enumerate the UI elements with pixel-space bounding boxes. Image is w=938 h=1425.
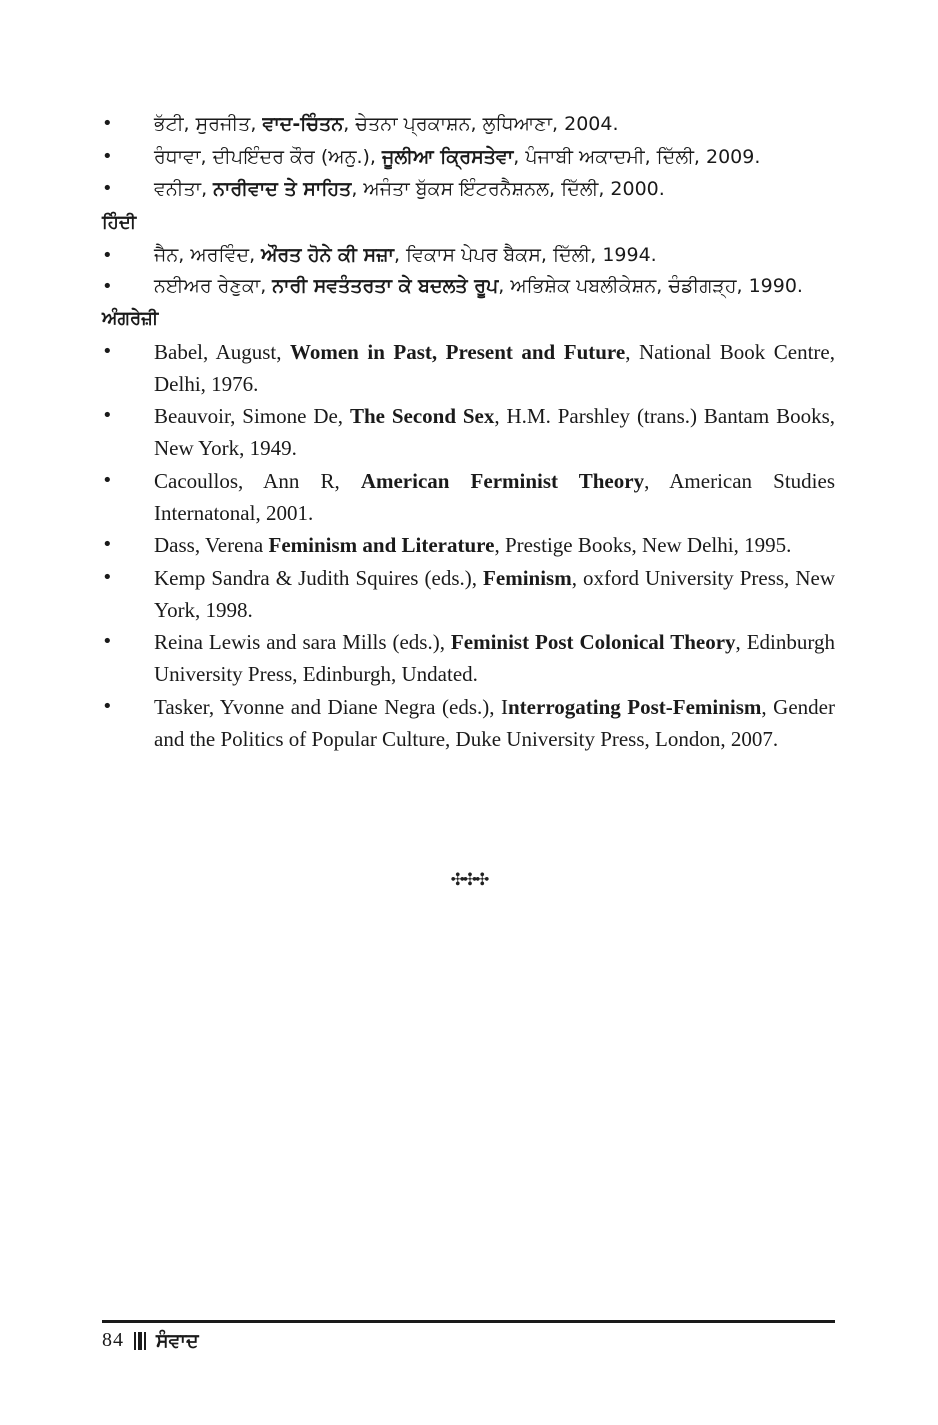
reference-publisher: , National Book Centre, Delhi, 1976.	[154, 339, 835, 396]
reference-publisher: , ਅਜੰਤਾ ਬੁੱਕਸ ਇੰਟਰਨੈਸ਼ਨਲ, ਦਿੱਲੀ, 2000.	[351, 178, 665, 200]
reference-title: American Ferminist Theory	[360, 468, 645, 493]
reference-item	[102, 173, 835, 206]
reference-title: Women in Past, Present and Future	[290, 339, 626, 364]
reference-author: ਨਈਅਰ ਰੇਣੁਕਾ,	[154, 274, 273, 297]
bullet: •	[102, 178, 113, 199]
bars-icon	[134, 1332, 146, 1350]
reference-item	[102, 108, 835, 141]
reference-author: ਜੈਨ, ਅਰਵਿੰਦ,	[154, 243, 262, 266]
reference-item	[102, 336, 835, 400]
reference-author: Kemp Sandra & Judith Squires (eds.),	[154, 565, 484, 590]
reference-author: Babel, August,	[154, 339, 291, 364]
journal-title: ਸੰਵਾਦ	[156, 1329, 199, 1352]
bullet: •	[102, 534, 113, 555]
bullet: •	[102, 695, 113, 717]
reference-item	[102, 240, 835, 271]
bullet: •	[102, 405, 113, 426]
reference-author: Cacoullos, Ann R,	[154, 468, 361, 493]
bullet: •	[102, 244, 113, 266]
reference-title: ਨਾਰੀ ਸਵਤੰਤਰਤਾ ਕੇ ਬਦਲਤੇ ਰੂਪ	[272, 274, 499, 297]
bullet: •	[102, 469, 113, 491]
reference-title: nterrogating Post-Feminism	[508, 694, 762, 719]
reference-item	[102, 626, 835, 690]
reference-publisher: , ਚੇਤਨਾ ਪ੍ਰਕਾਸ਼ਨ, ਲੁਧਿਆਣਾ, 2004.	[343, 113, 619, 135]
reference-author: Tasker, Yvonne and Diane Negra (eds.), I	[154, 694, 508, 719]
reference-author: ਵਨੀਤਾ,	[154, 178, 214, 200]
reference-publisher: , Gender and the Politics of Popular Culture, Duke University Press, London, 2007.	[154, 694, 835, 751]
page-number: 84	[102, 1329, 124, 1351]
reference-author: Reina Lewis and sara Mills (eds.),	[154, 630, 451, 654]
reference-publisher: , H.M. Parshley (trans.) Bantam Books, New York, 1949.	[154, 404, 836, 460]
reference-publisher: , Prestige Books, New Delhi, 1995.	[494, 533, 792, 557]
hindi-reference-list	[102, 240, 835, 302]
reference-author: ਰੰਧਾਵਾ, ਦੀਪਇੰਦਰ ਕੌਰ (ਅਨੁ.),	[154, 145, 382, 168]
reference-item	[102, 465, 835, 529]
reference-item	[102, 562, 835, 626]
reference-author: ਭੱਟੀ, ਸੁਰਜੀਤ,	[154, 113, 263, 135]
reference-title: Feminist Post Colonical Theory	[450, 630, 736, 654]
reference-title: ਜੂਲੀਆ ਕ੍ਰਿਸਤੇਵਾ	[382, 145, 514, 168]
reference-title: ਵਾਦ-ਚਿੰਤਨ	[262, 113, 344, 135]
reference-publisher: , ਵਿਕਾਸ ਪੇਪਰ ਬੈਕਸ, ਦਿੱਲੀ, 1994.	[393, 243, 657, 266]
bibliography-page	[102, 108, 835, 755]
reference-publisher: , ਪੰਜਾਬੀ ਅਕਾਦਮੀ, ਦਿੱਲੀ, 2009.	[513, 145, 761, 168]
bullet: •	[102, 631, 113, 652]
section-end-ornament: ✣✣✣	[450, 870, 488, 890]
reference-publisher: , oxford University Press, New York, 1998.	[154, 565, 835, 622]
bullet: •	[102, 145, 113, 167]
reference-item	[102, 400, 835, 464]
bullet: •	[102, 113, 113, 134]
reference-title: Feminism	[483, 565, 572, 590]
reference-author: Beauvoir, Simone De,	[154, 404, 350, 428]
footer-rule	[102, 1320, 835, 1323]
bullet: •	[102, 566, 113, 588]
english-reference-list	[102, 336, 835, 755]
bullet: •	[102, 340, 113, 362]
page-footer	[102, 1329, 199, 1352]
reference-title: The Second Sex	[349, 404, 495, 428]
reference-title: ਨਾਰੀਵਾਦ ਤੇ ਸਾਹਿਤ	[213, 178, 352, 200]
reference-item	[102, 271, 835, 302]
section-heading-hindi: ਹਿੰਦੀ	[102, 211, 137, 233]
reference-title: Feminism and Literature	[268, 533, 495, 557]
bullet: •	[102, 275, 113, 297]
reference-item	[102, 141, 835, 174]
reference-publisher: , ਅਭਿਸ਼ੇਕ ਪਬਲੀਕੇਸ਼ਨ, ਚੰਡੀਗੜ੍ਹ, 1990.	[498, 274, 803, 297]
reference-publisher: , American Studies Internatonal, 2001.	[154, 468, 835, 525]
reference-author: Dass, Verena	[154, 533, 269, 557]
section-heading-english: ਅੰਗਰੇਜ਼ੀ	[102, 307, 159, 329]
reference-item	[102, 691, 835, 755]
reference-title: ਔਰਤ ਹੋਨੇ ਕੀ ਸਜ਼ਾ	[261, 243, 394, 266]
reference-item	[102, 529, 835, 561]
punjabi-reference-list	[102, 108, 835, 206]
reference-publisher: , Edinburgh University Press, Edinburgh, Undated.	[154, 630, 836, 686]
